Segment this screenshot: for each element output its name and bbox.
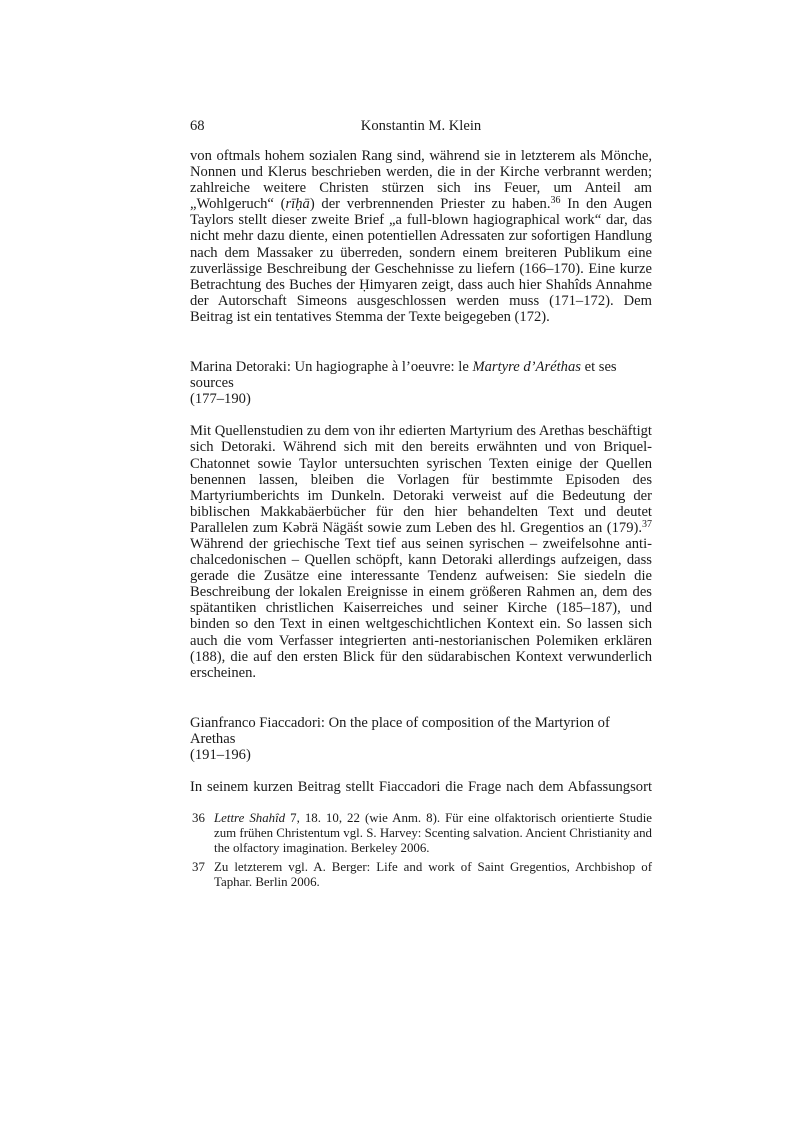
footnote-ref-36[interactable]: 36: [550, 195, 561, 207]
section-heading-detoraki: [190, 359, 652, 407]
italic-term: rīḥā: [285, 196, 310, 213]
section-heading-fiaccadori: [190, 715, 652, 763]
page-number: 68: [190, 118, 205, 134]
footnote-text: [214, 811, 652, 856]
heading-italic-title: Martyre d’Aréthas: [472, 359, 581, 376]
text-run: In den Augen Taylors stellt dieser zweite Brief „a full-blown hagiographical work“ dar, das nicht mehr dazu diente, einen potentiellen Adressaten zur sofortigen Handlung nach dem Massaker zu überreden, sondern einem breiteren Publikum eine zuverlässige Beschreibung der Geschehnisse zu liefern (166–170). Eine kurze Betrachtung des Buches der Ḥimyaren zeigt, dass auch hier Shahîds Annahme der Autorschaft Simeons ausgeschlossen werden muss (171–172). Dem Beitrag ist ein tentatives Stemma der Texte beigegeben (172).: [190, 196, 652, 325]
heading-text: et ses sources: [190, 359, 617, 392]
footnote-ref-37[interactable]: 37: [642, 518, 652, 530]
intro-paragraph: [190, 148, 652, 325]
text-run: 7, 18. 10, 22 (wie Anm. 8). Für eine olfaktorisch orientierte Studie zum frühen Christentum vgl. S. Harvey: Scenting salvation. Ancient Christianity and the olfactory imagination. Berkeley 2006.: [214, 811, 653, 856]
document-page: [190, 118, 652, 894]
footnote-text: Zu letzterem vgl. A. Berger: Life and work of Saint Gregentios, Archbishop of Taphar. Berlin 2006.: [214, 860, 652, 890]
section-body-fiaccadori: [190, 779, 652, 795]
footnote-36: [190, 811, 652, 856]
running-title: Konstantin M. Klein: [360, 118, 482, 134]
text-run: Mit Quellenstudien zu dem von ihr edierten Martyrium des Arethas beschäftigt sich Detoraki. Während sich mit den bereits erwähnten und von Briquel-Chatonnet sowie Taylor untersuchten syrischen Texten einige der Quellen benennen lassen, bleiben die Vorlagen für bestimmte Episoden des Martyriumberichts im Dunkeln. Detoraki verweist auf die Bedeutung der biblischen Makkabäerbücher für den hier behandelten Text und deutet Parallelen zum Kəbrä Nägäśt sowie zum Leben des hl. Gregentios an (179).: [190, 423, 652, 536]
footnote-italic-title: Lettre Shahîd: [214, 811, 286, 826]
text-run: In seinem kurzen Beitrag stellt Fiaccadori die Frage nach dem Abfassungsort: [190, 779, 652, 796]
footnote-37: [190, 860, 652, 890]
text-run: Während der griechische Text tief aus seinen syrischen – zweifelsohne anti-chalcedonischen – Quellen schöpft, kann Detoraki allerdings aufzeigen, dass gerade die Zusätze eine interessante Tendenz aufweisen: Sie siedeln die Beschreibung der lokalen Ereignisse in einem größeren Rahmen an, dem des spätantiken christlichen Kaiserreiches und seiner Kirche (185–187), und binden so den Text in einen weltgeschichtlichen Kontext ein. So lassen sich auch die vom Verfasser integrierten anti-nestorianischen Polemiken erklären (188), die auf den ersten Blick für den südarabischen Kontext verwunderlich erscheinen.: [190, 535, 652, 681]
heading-text: Gianfranco Fiaccadori: On the place of composition of the Martyrion of Arethas: [190, 714, 610, 747]
text-run: ) der verbrennenden Priester zu haben.: [309, 196, 551, 213]
footnote-number: 36: [192, 811, 205, 826]
running-head: [190, 118, 652, 136]
text-run: von oftmals hohem sozialen Rang sind, während sie in letzterem als Mönche, Nonnen und Klerus beschrieben werden, die in der Kirche verbrannt werden; zahlreiche weitere Christen stürzen sich ins Feuer, um Anteil am „Wohlgeruch“ (: [190, 148, 652, 213]
footnotes: [190, 811, 652, 890]
section-body-detoraki: [190, 423, 652, 681]
page-range: (177–190): [190, 391, 251, 408]
heading-text: Marina Detoraki: Un hagiographe à l’oeuvre: le: [190, 359, 473, 376]
footnote-number: 37: [192, 860, 205, 875]
page-range: (191–196): [190, 747, 251, 763]
